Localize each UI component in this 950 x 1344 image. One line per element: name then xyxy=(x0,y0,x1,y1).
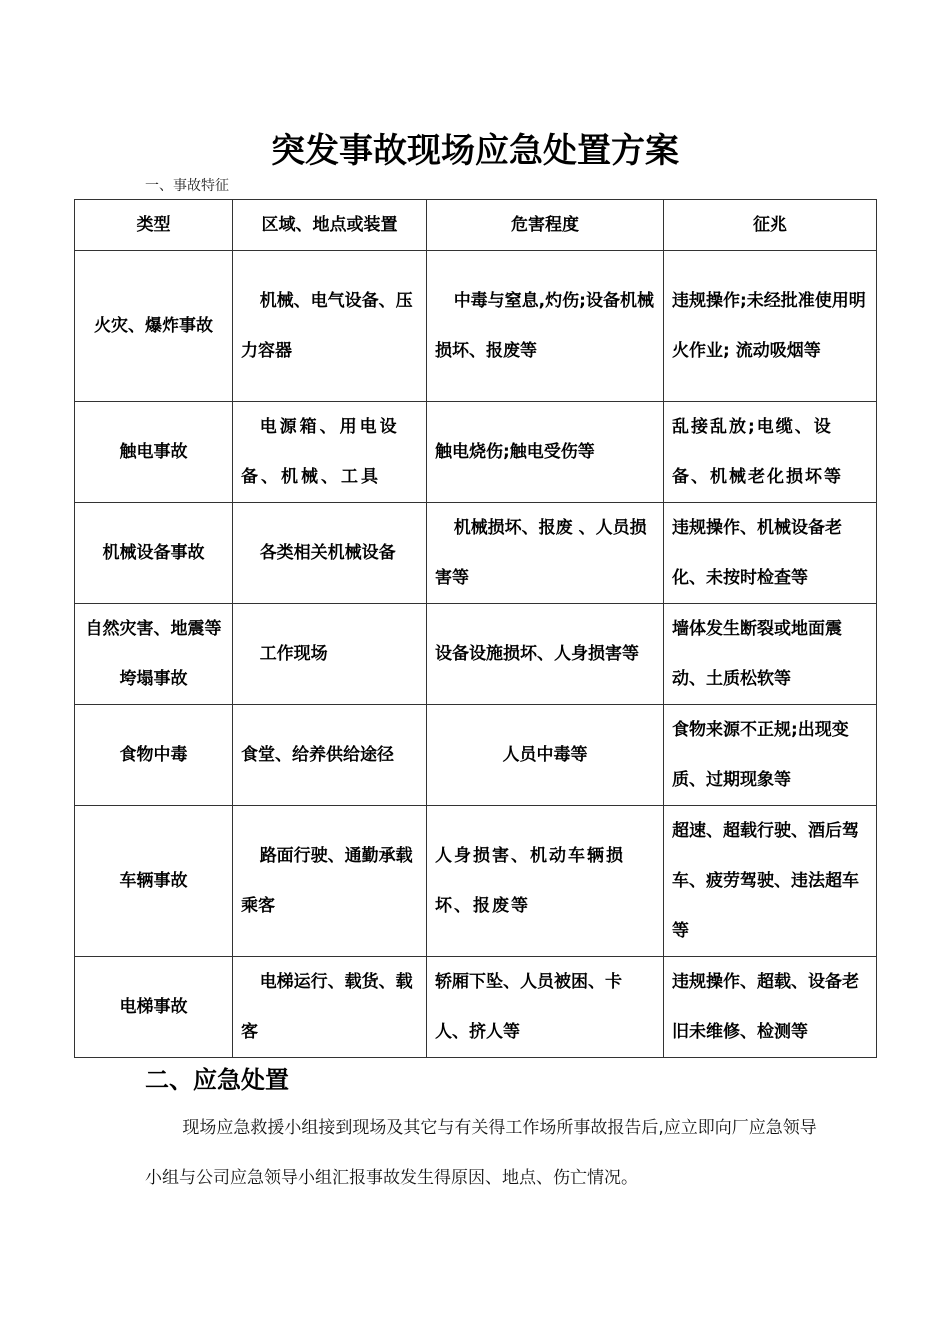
cell-signs: 墙体发生断裂或地面震动、土质松软等 xyxy=(664,604,877,705)
cell-severity: 机械损坏、报废 、人员损害等 xyxy=(427,503,664,604)
cell-severity: 轿厢下坠、人员被困、卡人、挤人等 xyxy=(427,957,664,1058)
cell-severity: 触电烧伤;触电受伤等 xyxy=(427,402,664,503)
cell-location: 电源箱、用电设备、机械、工具 xyxy=(233,402,427,503)
header-type: 类型 xyxy=(75,200,233,251)
table-row xyxy=(75,251,877,402)
table-row xyxy=(75,705,877,806)
cell-severity: 设备设施损坏、人身损害等 xyxy=(427,604,664,705)
cell-type: 机械设备事故 xyxy=(75,503,233,604)
accident-characteristics-table xyxy=(74,199,877,1058)
cell-signs: 违规操作;未经批准使用明火作业; 流动吸烟等 xyxy=(664,251,877,402)
cell-location: 各类相关机械设备 xyxy=(233,503,427,604)
cell-location: 机械、电气设备、压力容器 xyxy=(233,251,427,402)
table-row xyxy=(75,806,877,957)
cell-signs: 超速、超载行驶、酒后驾车、疲劳驾驶、违法超车等 xyxy=(664,806,877,957)
document-title: 突发事故现场应急处置方案 xyxy=(271,131,679,171)
section-2-paragraph: 现场应急救援小组接到现场及其它与有关得工作场所事故报告后,应立即向厂应急领导小组与公司应急领导小组汇报事故发生得原因、地点、伤亡情况。 xyxy=(145,1118,817,1188)
cell-type: 触电事故 xyxy=(75,402,233,503)
cell-type: 食物中毒 xyxy=(75,705,233,806)
cell-type: 电梯事故 xyxy=(75,957,233,1058)
table-row xyxy=(75,604,877,705)
section-2-heading: 二、应急处置 xyxy=(145,1066,289,1094)
cell-type: 车辆事故 xyxy=(75,806,233,957)
table-row xyxy=(75,402,877,503)
cell-location: 路面行驶、通勤承载乘客 xyxy=(233,806,427,957)
section-1-heading: 一、事故特征 xyxy=(145,178,229,194)
header-severity: 危害程度 xyxy=(427,200,664,251)
header-signs: 征兆 xyxy=(664,200,877,251)
table-row xyxy=(75,957,877,1058)
header-location: 区域、地点或装置 xyxy=(233,200,427,251)
cell-signs: 违规操作、超载、设备老旧未维修、检测等 xyxy=(664,957,877,1058)
cell-location: 电梯运行、载货、载客 xyxy=(233,957,427,1058)
cell-severity: 中毒与窒息,灼伤;设备机械损坏、报废等 xyxy=(427,251,664,402)
cell-type: 自然灾害、地震等垮塌事故 xyxy=(75,604,233,705)
table-row xyxy=(75,503,877,604)
cell-severity: 人身损害、机动车辆损坏、报废等 xyxy=(427,806,664,957)
cell-signs: 乱接乱放;电缆、设备、机械老化损坏等 xyxy=(664,402,877,503)
cell-severity: 人员中毒等 xyxy=(427,705,664,806)
table-header-row xyxy=(75,200,877,251)
cell-signs: 违规操作、机械设备老化、未按时检查等 xyxy=(664,503,877,604)
cell-signs: 食物来源不正规;出现变质、过期现象等 xyxy=(664,705,877,806)
cell-type: 火灾、爆炸事故 xyxy=(75,251,233,402)
cell-location: 食堂、给养供给途径 xyxy=(233,705,427,806)
cell-location: 工作现场 xyxy=(233,604,427,705)
